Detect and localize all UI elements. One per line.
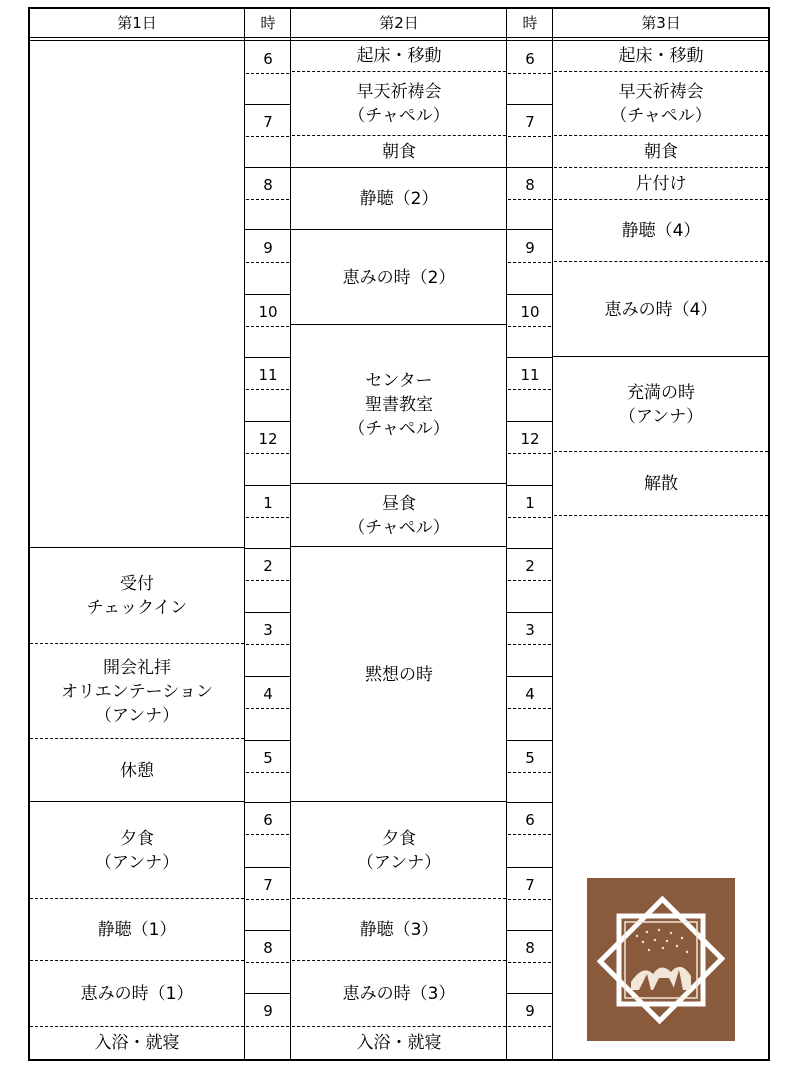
hour-label: 7 [263,113,273,131]
day2-bible-class: センター 聖書教室 （チャペル） [348,370,450,439]
time-divider [246,517,289,518]
time-divider [508,1026,551,1027]
column-divider [506,7,507,1061]
hour-label: 9 [263,1002,273,1020]
time-divider [506,421,553,422]
time-divider [246,262,289,263]
time-divider [506,612,553,613]
row-divider-dashed [30,898,244,899]
time-divider [506,740,553,741]
time-divider [246,708,289,709]
row-divider-dashed [554,135,768,136]
day3-dismissal: 解散 [644,474,678,494]
time-divider [508,834,551,835]
day2-lunch: 昼食 （チャペル） [348,493,450,538]
hour-label: 10 [520,303,540,321]
hour-label: 2 [263,557,273,575]
table-border-top [28,7,770,9]
time-divider [506,485,553,486]
time-divider [508,199,551,200]
hour-label: 9 [525,1002,535,1020]
row-divider-dashed [30,960,244,961]
day2-wake: 起床・移動 [356,46,442,66]
time-divider [246,962,289,963]
hour-label: 5 [263,749,273,767]
time-divider [244,167,291,168]
time-divider [244,612,291,613]
header-day3: 第3日 [641,14,681,32]
time-divider [244,548,291,549]
hour-label: 6 [263,811,273,829]
header-day1: 第1日 [117,14,157,32]
day1-listening: 静聴（1） [97,920,177,940]
day1-bath-sleep: 入浴・就寝 [94,1033,180,1053]
time-divider [508,136,551,137]
row-divider-dashed [554,167,768,168]
row-divider-dashed [554,261,768,262]
time-divider [246,453,289,454]
day2-dinner: 夕食 （アンナ） [356,828,442,873]
time-divider [246,136,289,137]
time-divider [506,930,553,931]
time-divider [244,294,291,295]
time-divider [506,104,553,105]
hour-label: 8 [263,939,273,957]
time-divider [246,389,289,390]
time-divider [244,802,291,803]
day1-dinner: 夕食 （アンナ） [94,828,180,873]
time-divider [246,772,289,773]
row-divider [28,801,245,802]
time-divider [508,326,551,327]
time-divider [244,867,291,868]
row-divider [552,356,770,357]
time-divider [244,104,291,105]
time-divider [508,453,551,454]
time-divider [246,899,289,900]
time-divider [508,962,551,963]
row-divider-dashed [30,1026,244,1027]
hour-label: 3 [263,621,273,639]
hour-label: 11 [520,366,540,384]
row-divider [290,167,507,168]
time-divider [508,580,551,581]
time-divider [244,740,291,741]
hour-label: 7 [263,876,273,894]
time-divider [244,485,291,486]
day1-opening-worship: 開会礼拝 オリエンテーション （アンナ） [61,657,213,726]
time-divider [244,357,291,358]
table-border-left [28,7,30,1061]
row-divider [290,483,507,484]
time-divider [506,357,553,358]
row-divider-dashed [30,643,244,644]
day2-breakfast: 朝食 [382,142,416,162]
row-divider-dashed [292,1026,506,1027]
hour-label: 1 [525,494,535,512]
day2-listening-evening: 静聴（3） [359,920,439,940]
time-divider [246,1026,289,1027]
row-divider-dashed [292,898,506,899]
row-divider [290,324,507,325]
day1-grace-time: 恵みの時（1） [80,984,194,1004]
row-divider-dashed [554,451,768,452]
time-divider [506,548,553,549]
hour-label: 6 [525,50,535,68]
hour-label: 8 [525,176,535,194]
time-divider [508,389,551,390]
row-divider-dashed [554,199,768,200]
time-divider [246,580,289,581]
time-divider [506,993,553,994]
day3-fulfillment: 充満の時 （アンナ） [618,382,704,427]
time-divider [246,834,289,835]
day1-break: 休憩 [120,760,154,781]
row-divider-dashed [554,71,768,72]
hour-label: 12 [258,430,278,448]
time-divider [508,73,551,74]
time-divider [508,899,551,900]
day3-grace-time: 恵みの時（4） [604,299,718,320]
time-divider [244,993,291,994]
time-divider [506,294,553,295]
time-divider [244,229,291,230]
row-divider-dashed [292,71,506,72]
time-divider [506,229,553,230]
time-divider [508,517,551,518]
hour-label: 4 [263,685,273,703]
hour-label: 11 [258,366,278,384]
header-time-b: 時 [522,14,538,32]
hour-label: 10 [258,303,278,321]
row-divider [290,801,507,802]
hour-label: 8 [263,176,273,194]
day2-listening: 静聴（2） [359,189,439,209]
hour-label: 1 [263,494,273,512]
hour-label: 9 [263,239,273,257]
day2-bath-sleep: 入浴・就寝 [356,1033,442,1053]
table-border-right [768,7,770,1061]
hour-label: 12 [520,430,540,448]
day3-wake: 起床・移動 [618,46,704,66]
header-rule [28,37,770,38]
row-divider-dashed [292,135,506,136]
day1-reception: 受付 チェックイン [86,574,188,618]
time-divider [506,802,553,803]
time-divider [508,262,551,263]
star-emblem-image [587,878,735,1041]
time-divider [244,676,291,677]
day3-listening: 静聴（4） [621,221,701,241]
day2-grace-time: 恵みの時（2） [342,267,456,288]
column-divider [244,7,245,1061]
time-divider [246,326,289,327]
hour-label: 2 [525,557,535,575]
column-divider [552,7,553,1061]
day2-grace-time-evening: 恵みの時（3） [342,984,456,1004]
hour-label: 3 [525,621,535,639]
time-divider [508,644,551,645]
row-divider [290,229,507,230]
hour-label: 8 [525,939,535,957]
time-divider [246,199,289,200]
hour-label: 7 [525,113,535,131]
hour-label: 6 [525,811,535,829]
day3-cleanup: 片付け [635,174,687,194]
time-divider [506,167,553,168]
row-divider-dashed [292,960,506,961]
day2-meditation: 黙想の時 [365,664,433,685]
time-divider [246,73,289,74]
row-divider [290,546,507,547]
row-divider-dashed [30,738,244,739]
hour-label: 6 [263,50,273,68]
time-divider [508,708,551,709]
day3-breakfast: 朝食 [644,142,678,162]
header-time-a: 時 [260,14,276,32]
row-divider [28,547,245,548]
header-rule [28,40,770,41]
time-divider [244,930,291,931]
hour-label: 7 [525,876,535,894]
time-divider [508,772,551,773]
hour-label: 9 [525,239,535,257]
time-divider [244,421,291,422]
time-divider [246,644,289,645]
header-day2: 第2日 [379,14,419,32]
table-border-bottom [28,1059,770,1061]
time-divider [506,867,553,868]
column-divider [290,7,291,1061]
hour-label: 4 [525,685,535,703]
row-divider-dashed [554,515,768,516]
day2-morning-prayer: 早天祈祷会 （チャペル） [348,82,450,126]
time-divider [506,676,553,677]
day3-morning-prayer: 早天祈祷会 （チャペル） [610,82,712,126]
hour-label: 5 [525,749,535,767]
